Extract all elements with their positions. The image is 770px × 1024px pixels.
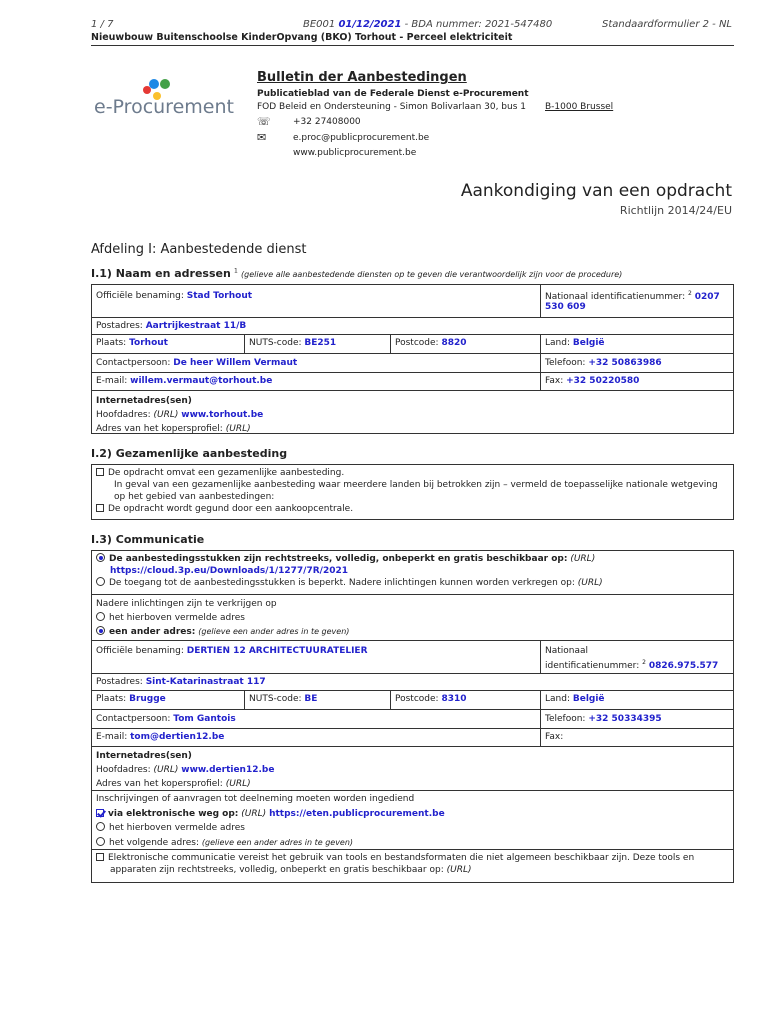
- contact-country-cell: [540, 691, 733, 709]
- buyer-nuts-cell: [244, 335, 390, 353]
- contact-inet-title: Internetadres(sen): [96, 751, 192, 761]
- buyer-address-row: [92, 318, 733, 335]
- info-other-label: een ander adres:: [109, 627, 196, 637]
- bulletin-title: Bulletin der Aanbestedingen: [257, 70, 467, 85]
- s11-note: (gelieve alle aanbestedende diensten op te geven die verantwoordelijk zijn voor de procedure): [241, 270, 623, 279]
- contact-phone: +32 50334395: [588, 714, 662, 724]
- tools-row: [92, 850, 733, 878]
- contact-nuts-cell: [244, 691, 390, 709]
- submit-above-radio[interactable]: [96, 822, 105, 831]
- contact-natid-sup: 2: [642, 659, 646, 666]
- contact-natid: 0826.975.577: [648, 661, 719, 671]
- contact-city-row: [92, 691, 733, 710]
- docs-url[interactable]: https://cloud.3p.eu/Downloads/1/1277/7R/2021: [110, 566, 348, 576]
- publisher-phone: +32 27408000: [293, 117, 361, 127]
- publisher-city: B-1000 Brussel: [545, 102, 614, 112]
- buyer-email-label: E-mail:: [96, 376, 128, 386]
- buyer-email-row: [92, 373, 733, 391]
- buyer-inet-title: Internetadres(sen): [96, 396, 192, 406]
- buyer-zip-label: Postcode:: [395, 338, 439, 348]
- contact-person: Tom Gantois: [173, 714, 236, 724]
- buyer-internet-row: [92, 391, 733, 433]
- logo-dot: [149, 79, 159, 89]
- notice-title: Aankondiging van een opdracht: [460, 181, 732, 201]
- submit-following-label: het volgende adres:: [109, 837, 200, 848]
- contact-fax-cell: [540, 729, 733, 746]
- contact-nuts: BE: [304, 694, 318, 704]
- logo-text: e-Procurement: [94, 96, 234, 118]
- tools-url: (URL): [446, 865, 472, 875]
- s11-sup: 1: [234, 267, 238, 275]
- publisher-web[interactable]: www.publicprocurement.be: [293, 148, 417, 158]
- joint-procurement-box: [91, 464, 734, 520]
- contact-profile-url: (URL): [225, 779, 251, 789]
- contact-natid-label2: identificatienummer:: [545, 661, 640, 671]
- contact-nuts-label: NUTS-code:: [249, 694, 302, 704]
- submit-following-note: (gelieve een ander adres in te geven): [201, 837, 354, 847]
- document-subject: Nieuwbouw Buitenschoolse KinderOpvang (BKO) Torhout - Perceel elektriciteit: [91, 32, 513, 43]
- info-other-note: (gelieve een ander adres in te geven): [198, 627, 350, 636]
- contact-natid-label1: Nationaal: [545, 646, 589, 656]
- contact-phone-cell: [540, 710, 733, 728]
- reference: [303, 19, 552, 30]
- s13-title: I.3) Communicatie: [91, 533, 205, 546]
- submission-row: [92, 791, 733, 850]
- contact-zip-label: Postcode:: [395, 694, 439, 704]
- buyer-name-row: [92, 285, 733, 318]
- buyer-natid-cell: [540, 285, 733, 317]
- buyer-profile-label: Adres van het kopersprofiel:: [96, 424, 223, 434]
- contact-email-row: [92, 729, 733, 747]
- contact-internet-row: [92, 747, 733, 791]
- buyer-city: Torhout: [129, 338, 168, 348]
- contact-email[interactable]: tom@dertien12.be: [130, 732, 225, 742]
- buyer-profile-url: (URL): [225, 424, 251, 434]
- buyer-main-url[interactable]: www.torhout.be: [181, 410, 264, 420]
- logo-dot: [143, 86, 151, 94]
- s11-heading: [91, 267, 622, 280]
- info-above-radio[interactable]: [96, 612, 105, 621]
- communication-box: [91, 550, 734, 883]
- joint-note2: op het gebied van aanbestedingen:: [114, 492, 275, 502]
- submit-url[interactable]: https://eten.publicprocurement.be: [269, 808, 445, 819]
- central-checkbox[interactable]: [96, 504, 104, 512]
- ref-date: 01/12/2021: [338, 19, 402, 30]
- bulletin-subtitle: Publicatieblad van de Federale Dienst e-Procurement: [257, 89, 529, 99]
- contact-addr: Sint-Katarinastraat 117: [145, 677, 266, 687]
- buyer-country-cell: [540, 335, 733, 353]
- tools-text1: Elektronische communicatie vereist het gebruik van tools en bestandsformaten die niet algemeen beschikbaar zijn. Deze tools en: [108, 853, 695, 863]
- buyer-addr-label: Postadres:: [96, 321, 143, 331]
- docs-free-radio[interactable]: [96, 553, 105, 562]
- info-other-radio[interactable]: [96, 626, 105, 635]
- submit-above-label: het hierboven vermelde adres: [109, 823, 245, 833]
- joint-label: De opdracht omvat een gezamenlijke aanbesteding.: [108, 468, 345, 478]
- buyer-name: Stad Torhout: [186, 291, 253, 301]
- buyer-addr: Aartrijkestraat 11/B: [145, 321, 247, 331]
- info-row: [92, 595, 733, 641]
- contact-zip-cell: [390, 691, 540, 709]
- submit-url-label: (URL): [241, 808, 267, 819]
- buyer-phone-label: Telefoon:: [545, 358, 586, 368]
- contact-city: Brugge: [129, 694, 166, 704]
- info-above-label: het hierboven vermelde adres: [109, 613, 245, 623]
- tools-checkbox[interactable]: [96, 853, 104, 861]
- docs-free-label: De aanbestedingsstukken zijn rechtstreeks, volledig, onbeperkt en gratis beschikbaar op:: [109, 554, 568, 564]
- buyer-name-cell: [92, 291, 252, 301]
- directive: Richtlijn 2014/24/EU: [619, 204, 732, 217]
- phone-icon: ☏: [257, 115, 271, 128]
- joint-note1: In geval van een gezamenlijke aanbesteding waar meerdere landen bij betrokken zijn – vermeld de toepasselijke nationale wetgeving: [114, 480, 718, 490]
- contact-url-label: (URL): [153, 765, 179, 775]
- buyer-contact: De heer Willem Vermaut: [173, 358, 298, 368]
- contact-name-label: Officiële benaming:: [96, 646, 184, 656]
- buyer-zip: 8820: [441, 338, 467, 348]
- docs-limited-radio[interactable]: [96, 577, 105, 586]
- buyer-nuts-label: NUTS-code:: [249, 338, 302, 348]
- s12-title: I.2) Gezamenlijke aanbesteding: [91, 447, 288, 460]
- contact-main-label: Hoofdadres:: [96, 765, 151, 775]
- submit-title: Inschrijvingen of aanvragen tot deelneming moeten worden ingediend: [96, 794, 415, 804]
- contact-person-label: Contactpersoon:: [96, 714, 171, 724]
- central-label: De opdracht wordt gegund door een aankoopcentrale.: [108, 504, 354, 514]
- buyer-contact-row: [92, 354, 733, 373]
- buyer-phone-cell: [540, 354, 733, 372]
- form-name: Standaardformulier 2 - NL: [601, 19, 732, 30]
- buyer-fax-label: Fax:: [545, 376, 564, 386]
- page-number: 1 / 7: [91, 19, 114, 30]
- section-title: Afdeling I: Aanbestedende dienst: [91, 242, 307, 257]
- ref-prefix: BE001: [303, 19, 336, 30]
- contact-address-row: [92, 674, 733, 691]
- submit-following-radio[interactable]: [96, 837, 105, 846]
- buyer-fax-cell: [540, 373, 733, 390]
- contact-addr-label: Postadres:: [96, 677, 143, 687]
- buyer-box: [91, 284, 734, 434]
- buyer-email[interactable]: willem.vermaut@torhout.be: [130, 376, 273, 386]
- contact-email-label: E-mail:: [96, 732, 128, 742]
- docs-row: [92, 551, 733, 595]
- contact-phone-label: Telefoon:: [545, 714, 586, 724]
- contact-person-row: [92, 710, 733, 729]
- buyer-name-label: Officiële benaming:: [96, 291, 184, 301]
- contact-country: België: [572, 694, 605, 704]
- s11-title: I.1) Naam en adressen: [91, 267, 231, 280]
- docs-url-label: (URL): [570, 554, 596, 564]
- buyer-city-row: [92, 335, 733, 354]
- logo-dot: [160, 79, 170, 89]
- contact-name-row: [92, 641, 733, 674]
- contact-natid-cell: [540, 641, 733, 673]
- publisher-email[interactable]: e.proc@publicprocurement.be: [293, 133, 430, 143]
- info-title: Nadere inlichtingen zijn te verkrijgen op: [96, 599, 277, 609]
- docs-limited-url-label: (URL): [577, 578, 603, 588]
- buyer-country-label: Land:: [545, 338, 570, 348]
- submit-elec-label: via elektronische weg op:: [108, 808, 239, 819]
- buyer-url-label: (URL): [153, 410, 179, 420]
- submit-elec-checkbox[interactable]: [96, 809, 104, 817]
- buyer-nuts: BE251: [304, 338, 337, 348]
- joint-checkbox[interactable]: [96, 468, 104, 476]
- publisher-address: FOD Beleid en Ondersteuning - Simon Bolivarlaan 30, bus 1: [257, 102, 527, 112]
- contact-zip: 8310: [441, 694, 467, 704]
- e-procurement-logo: [94, 76, 234, 126]
- buyer-natid: 0207 530 609: [545, 292, 720, 312]
- email-icon: ✉: [257, 131, 267, 144]
- buyer-fax: +32 50220580: [566, 376, 640, 386]
- contact-city-label: Plaats:: [96, 694, 127, 704]
- tools-text2: apparaten zijn rechtstreeks, volledig, onbeperkt en gratis beschikbaar op:: [110, 865, 444, 875]
- buyer-zip-cell: [390, 335, 540, 353]
- buyer-natid-sup: 2: [688, 290, 692, 297]
- contact-fax-label: Fax:: [545, 732, 564, 742]
- contact-profile-label: Adres van het kopersprofiel:: [96, 779, 223, 789]
- docs-limited-label: De toegang tot de aanbestedingsstukken is beperkt. Nadere inlichtingen kunnen worden verkregen op:: [109, 578, 575, 588]
- buyer-main-label: Hoofdadres:: [96, 410, 151, 420]
- bda-number: - BDA nummer: 2021-547480: [404, 19, 553, 30]
- buyer-natid-label: Nationaal identificatienummer:: [545, 292, 686, 302]
- header-divider: [91, 45, 734, 46]
- buyer-phone: +32 50863986: [588, 358, 662, 368]
- buyer-contact-label: Contactpersoon:: [96, 358, 171, 368]
- contact-main-url[interactable]: www.dertien12.be: [181, 765, 275, 775]
- buyer-city-label: Plaats:: [96, 338, 127, 348]
- contact-name: DERTIEN 12 ARCHITECTUURATELIER: [186, 646, 368, 656]
- contact-country-label: Land:: [545, 694, 570, 704]
- buyer-country: België: [572, 338, 605, 348]
